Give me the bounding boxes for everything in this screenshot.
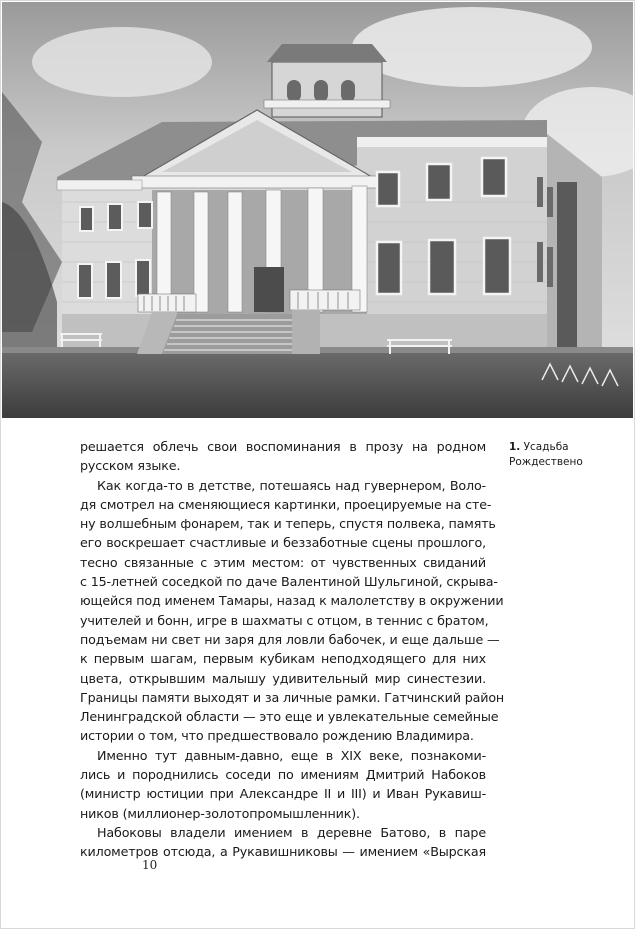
- text-line: учителей и бонн, игре в шахматы с отцом, в теннис с братом,: [80, 612, 489, 628]
- body-text: [80, 437, 505, 862]
- text-line: тесно связанные с этим местом: от чувственных свиданий: [80, 554, 486, 570]
- text-line: цвета, открывшим малышу удивительный мир синестезии.: [80, 670, 486, 686]
- text-line: дя смотрел на сменяющиеся картинки, проецируемые на сте-: [80, 496, 492, 512]
- caption-line: Усадьба: [523, 441, 569, 453]
- text-line: с 15-летней соседкой по даче Валентиной Шульгиной, скрыва-: [80, 574, 498, 590]
- manor-photo: [2, 2, 633, 418]
- text-line: русском языке.: [80, 458, 181, 474]
- text-line: Набоковы владели имением в деревне Батово, в паре: [97, 824, 486, 840]
- text-line: его воскрешает счастливые и беззаботные сцены прошлого,: [80, 535, 486, 551]
- text-line: к первым шагам, первым кубикам неподходящего для них: [80, 651, 486, 667]
- page-number: 10: [142, 858, 158, 872]
- text-line: подъемам ни свет ни заря для ловли бабочек, и еще дальше —: [80, 631, 500, 647]
- text-line: ющейся под именем Тамары, назад к малолетству в окружении: [80, 593, 504, 609]
- text-line: километров отсюда, а Рукавишниковы — имением «Вырская: [80, 844, 486, 860]
- text-line: Ленинградской области — это еще и увлекательные семейные: [80, 709, 499, 725]
- text-line: истории о том, что предшествовало рождению Владимира.: [80, 728, 474, 744]
- text-line: Именно тут давным-давно, еще в XIX веке, познакоми-: [97, 747, 486, 763]
- caption-number: 1.: [509, 441, 521, 453]
- text-line: Границы памяти выходят и за личные рамки. Гатчинский район: [80, 689, 505, 705]
- text-line: лись и породнились соседи по имениям Дмитрий Набоков: [80, 767, 486, 783]
- caption-line: Рождествено: [509, 456, 583, 468]
- text-line: ников (миллионер-золотопромышленник).: [80, 805, 360, 821]
- text-line: Как когда-то в детстве, потешаясь над гувернером, Воло-: [97, 477, 486, 493]
- text-line: ну волшебным фонарем, так и теперь, спустя полвека, память: [80, 516, 496, 532]
- text-line: решается облечь свои воспоминания в прозу на родном: [80, 439, 486, 454]
- text-line: (министр юстиции при Александре II и III) и Иван Рукавиш-: [80, 786, 486, 802]
- figure-caption: [509, 440, 619, 470]
